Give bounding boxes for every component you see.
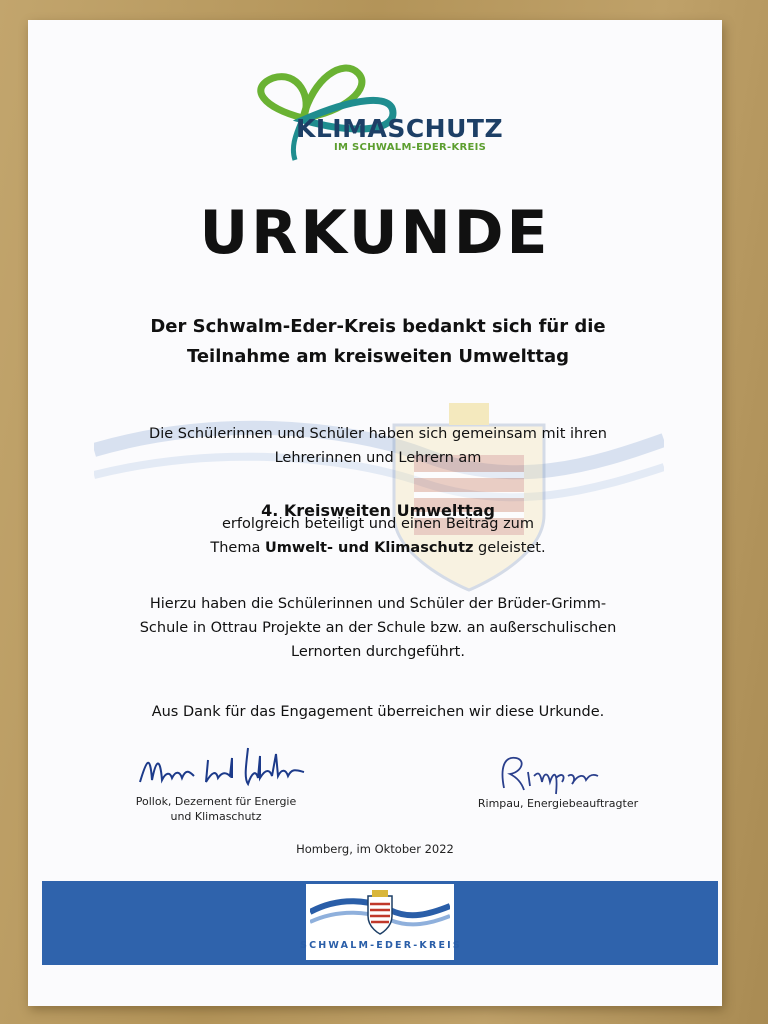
paragraph-line: erfolgreich beteiligt und einen Beitrag zum — [222, 516, 534, 532]
signature-caption-left — [126, 794, 306, 824]
place-and-date: Homberg, im Oktober 2022 — [296, 842, 454, 856]
signature-caption-right — [458, 796, 658, 811]
footer-county-name: SCHWALM-EDER-KREIS — [300, 940, 462, 951]
certificate-heading: URKUNDE — [199, 198, 551, 268]
topic-bold: Umwelt- und Klimaschutz — [264, 540, 474, 556]
signature-rimpau — [494, 748, 614, 798]
text-span: geleistet. — [473, 540, 546, 556]
subtitle-line: Der Schwalm-Eder-Kreis bedankt sich für die — [150, 316, 606, 337]
logo-subtitle: IM SCHWALM-EDER-KREIS — [334, 142, 487, 153]
caption-line: Pollok, Dezernent für Energie — [135, 795, 297, 808]
signature-pollok — [136, 742, 316, 794]
paragraph-line: Lehrerinnen und Lehrern am — [274, 450, 482, 466]
certificate-paper — [28, 20, 722, 1006]
county-logo-icon — [310, 886, 450, 938]
subtitle-line: Teilnahme am kreisweiten Umwelttag — [186, 346, 570, 367]
paragraph-thanks: Aus Dank für das Engagement überreichen wir diese Urkunde. — [151, 704, 605, 720]
logo-title: KLIMASCHUTZ — [296, 114, 504, 143]
paragraph-line: Schule in Ottrau Projekte an der Schule bzw. an außerschulischen — [139, 620, 617, 636]
paragraph-line: Die Schülerinnen und Schüler haben sich gemeinsam mit ihren — [149, 426, 607, 442]
paragraph-contribution — [108, 512, 648, 560]
paragraph-line: Lernorten durchgeführt. — [291, 644, 465, 660]
paragraph-line — [108, 536, 648, 560]
paragraph-participation — [108, 422, 648, 470]
caption-line: und Klimaschutz — [170, 810, 262, 823]
certificate-subtitle — [98, 312, 658, 372]
paragraph-projects — [108, 592, 648, 664]
event-name: 4. Kreisweiten Umwelttag — [261, 501, 495, 520]
paragraph-line: Hierzu haben die Schülerinnen und Schüler der Brüder-Grimm- — [149, 596, 607, 612]
caption-line: Rimpau, Energiebeauftragter — [477, 797, 639, 810]
text-span: Thema — [210, 540, 265, 556]
